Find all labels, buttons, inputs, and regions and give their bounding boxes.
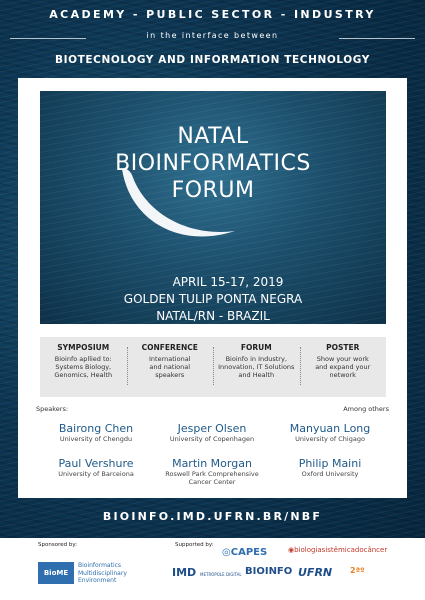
- track-desc-line: and Health: [238, 371, 275, 379]
- speaker-card: [152, 422, 272, 443]
- speaker-affiliation: Cancer Center: [188, 478, 236, 486]
- event-details: [40, 274, 386, 324]
- speaker-affiliation: University of Chigago: [295, 435, 365, 443]
- sponsored-by-label: Sponsored by:: [38, 542, 78, 548]
- biologia-text: biologiasistêmicadocâncer: [294, 546, 388, 554]
- track-title: SYMPOSIUM: [57, 343, 110, 352]
- biologia-logo: [288, 546, 387, 554]
- speaker-card: [270, 457, 390, 478]
- tracks-bar: [40, 337, 386, 397]
- other-logo: 2ªº: [350, 566, 365, 575]
- biologia-icon: ◉: [288, 546, 295, 554]
- speaker-affiliation: Oxford University: [301, 470, 359, 478]
- event-title-line: FORUM: [171, 178, 255, 203]
- biome-line: Environment: [78, 577, 117, 584]
- track-desc-line: International: [149, 355, 191, 363]
- speakers-label: Speakers:: [36, 405, 69, 413]
- track-title: FORUM: [240, 343, 272, 352]
- speaker-name: Philip Maini: [298, 457, 362, 470]
- event-title-line: NATAL: [177, 124, 249, 149]
- speaker-affiliation: University of Chengdu: [59, 435, 133, 443]
- ufrn-logo: UFRN: [298, 566, 333, 579]
- track-desc-line: Innovation, IT Solutions: [218, 363, 295, 371]
- event-location: NATAL/RN - BRAZIL: [156, 309, 270, 323]
- divider-left: [10, 38, 86, 39]
- speaker-name: Jesper Olsen: [177, 422, 247, 435]
- hero-banner: [40, 91, 386, 324]
- track-forum: [213, 337, 300, 397]
- track-desc-line: network: [329, 371, 356, 379]
- biome-text: [78, 562, 127, 585]
- biome-line: Bioinformatics: [78, 562, 122, 569]
- imd-text: IMD: [172, 566, 197, 579]
- speaker-affiliation: University of Barceiona: [58, 470, 134, 478]
- divider-right: [339, 38, 415, 39]
- among-others-label: Among others: [343, 405, 389, 413]
- track-desc-line: Show your work: [316, 355, 369, 363]
- track-desc-line: speakers: [155, 371, 185, 379]
- speaker-name: Paul Vershure: [58, 457, 134, 470]
- track-poster: [300, 337, 387, 397]
- track-desc-line: and national: [149, 363, 191, 371]
- header-fields: BIOTECNOLOGY AND INFORMATION TECHNOLOGY: [54, 54, 370, 66]
- track-desc-line: Systems Biology,: [55, 363, 112, 371]
- event-date: APRIL 15-17, 2019: [172, 275, 284, 289]
- speaker-card: [36, 422, 156, 443]
- track-desc-line: Bioinfo in Industry,: [225, 355, 287, 363]
- imd-logo: [172, 566, 242, 579]
- capes-icon: ◎: [222, 547, 231, 558]
- speaker-name: Martin Morgan: [172, 457, 252, 470]
- header-tagline: ACADEMY - PUBLIC SECTOR - INDUSTRY: [49, 8, 376, 21]
- speaker-name: Manyuan Long: [289, 422, 371, 435]
- speaker-affiliation: Roswell Park Comprehensive: [165, 470, 259, 478]
- biome-line: Multidisciplinary: [78, 569, 127, 577]
- imd-subtext: METRÓPOLE DIGITAL: [200, 572, 242, 577]
- track-title: POSTER: [326, 343, 360, 352]
- speaker-card: [36, 457, 156, 478]
- header-interface: in the interface between: [146, 31, 279, 40]
- bioinfo-logo: BIOINFO: [245, 566, 293, 577]
- speaker-name: Bairong Chen: [58, 422, 134, 435]
- speaker-card: [152, 457, 272, 486]
- capes-text: CAPES: [230, 547, 268, 558]
- event-title: [40, 123, 386, 204]
- biome-logo: BioME: [38, 562, 74, 584]
- track-conference: [127, 337, 214, 397]
- speaker-affiliation: University of Copenhagen: [169, 435, 255, 443]
- event-url-link[interactable]: BIOINFO.IMD.UFRN.BR/NBF: [102, 510, 323, 523]
- track-desc-line: Genomics, Health: [54, 371, 113, 379]
- speaker-card: [270, 422, 390, 443]
- track-symposium: [40, 337, 127, 397]
- track-desc-line: and expand your: [315, 363, 371, 371]
- capes-logo: [222, 547, 267, 558]
- track-title: CONFERENCE: [141, 343, 198, 352]
- event-title-line: BIOINFORMATICS: [115, 151, 311, 176]
- event-venue: GOLDEN TULIP PONTA NEGRA: [123, 292, 303, 306]
- supported-by-label: Supported by:: [175, 542, 214, 548]
- content-card: [18, 78, 407, 498]
- track-desc-line: Bioinfo apllied to:: [54, 355, 112, 363]
